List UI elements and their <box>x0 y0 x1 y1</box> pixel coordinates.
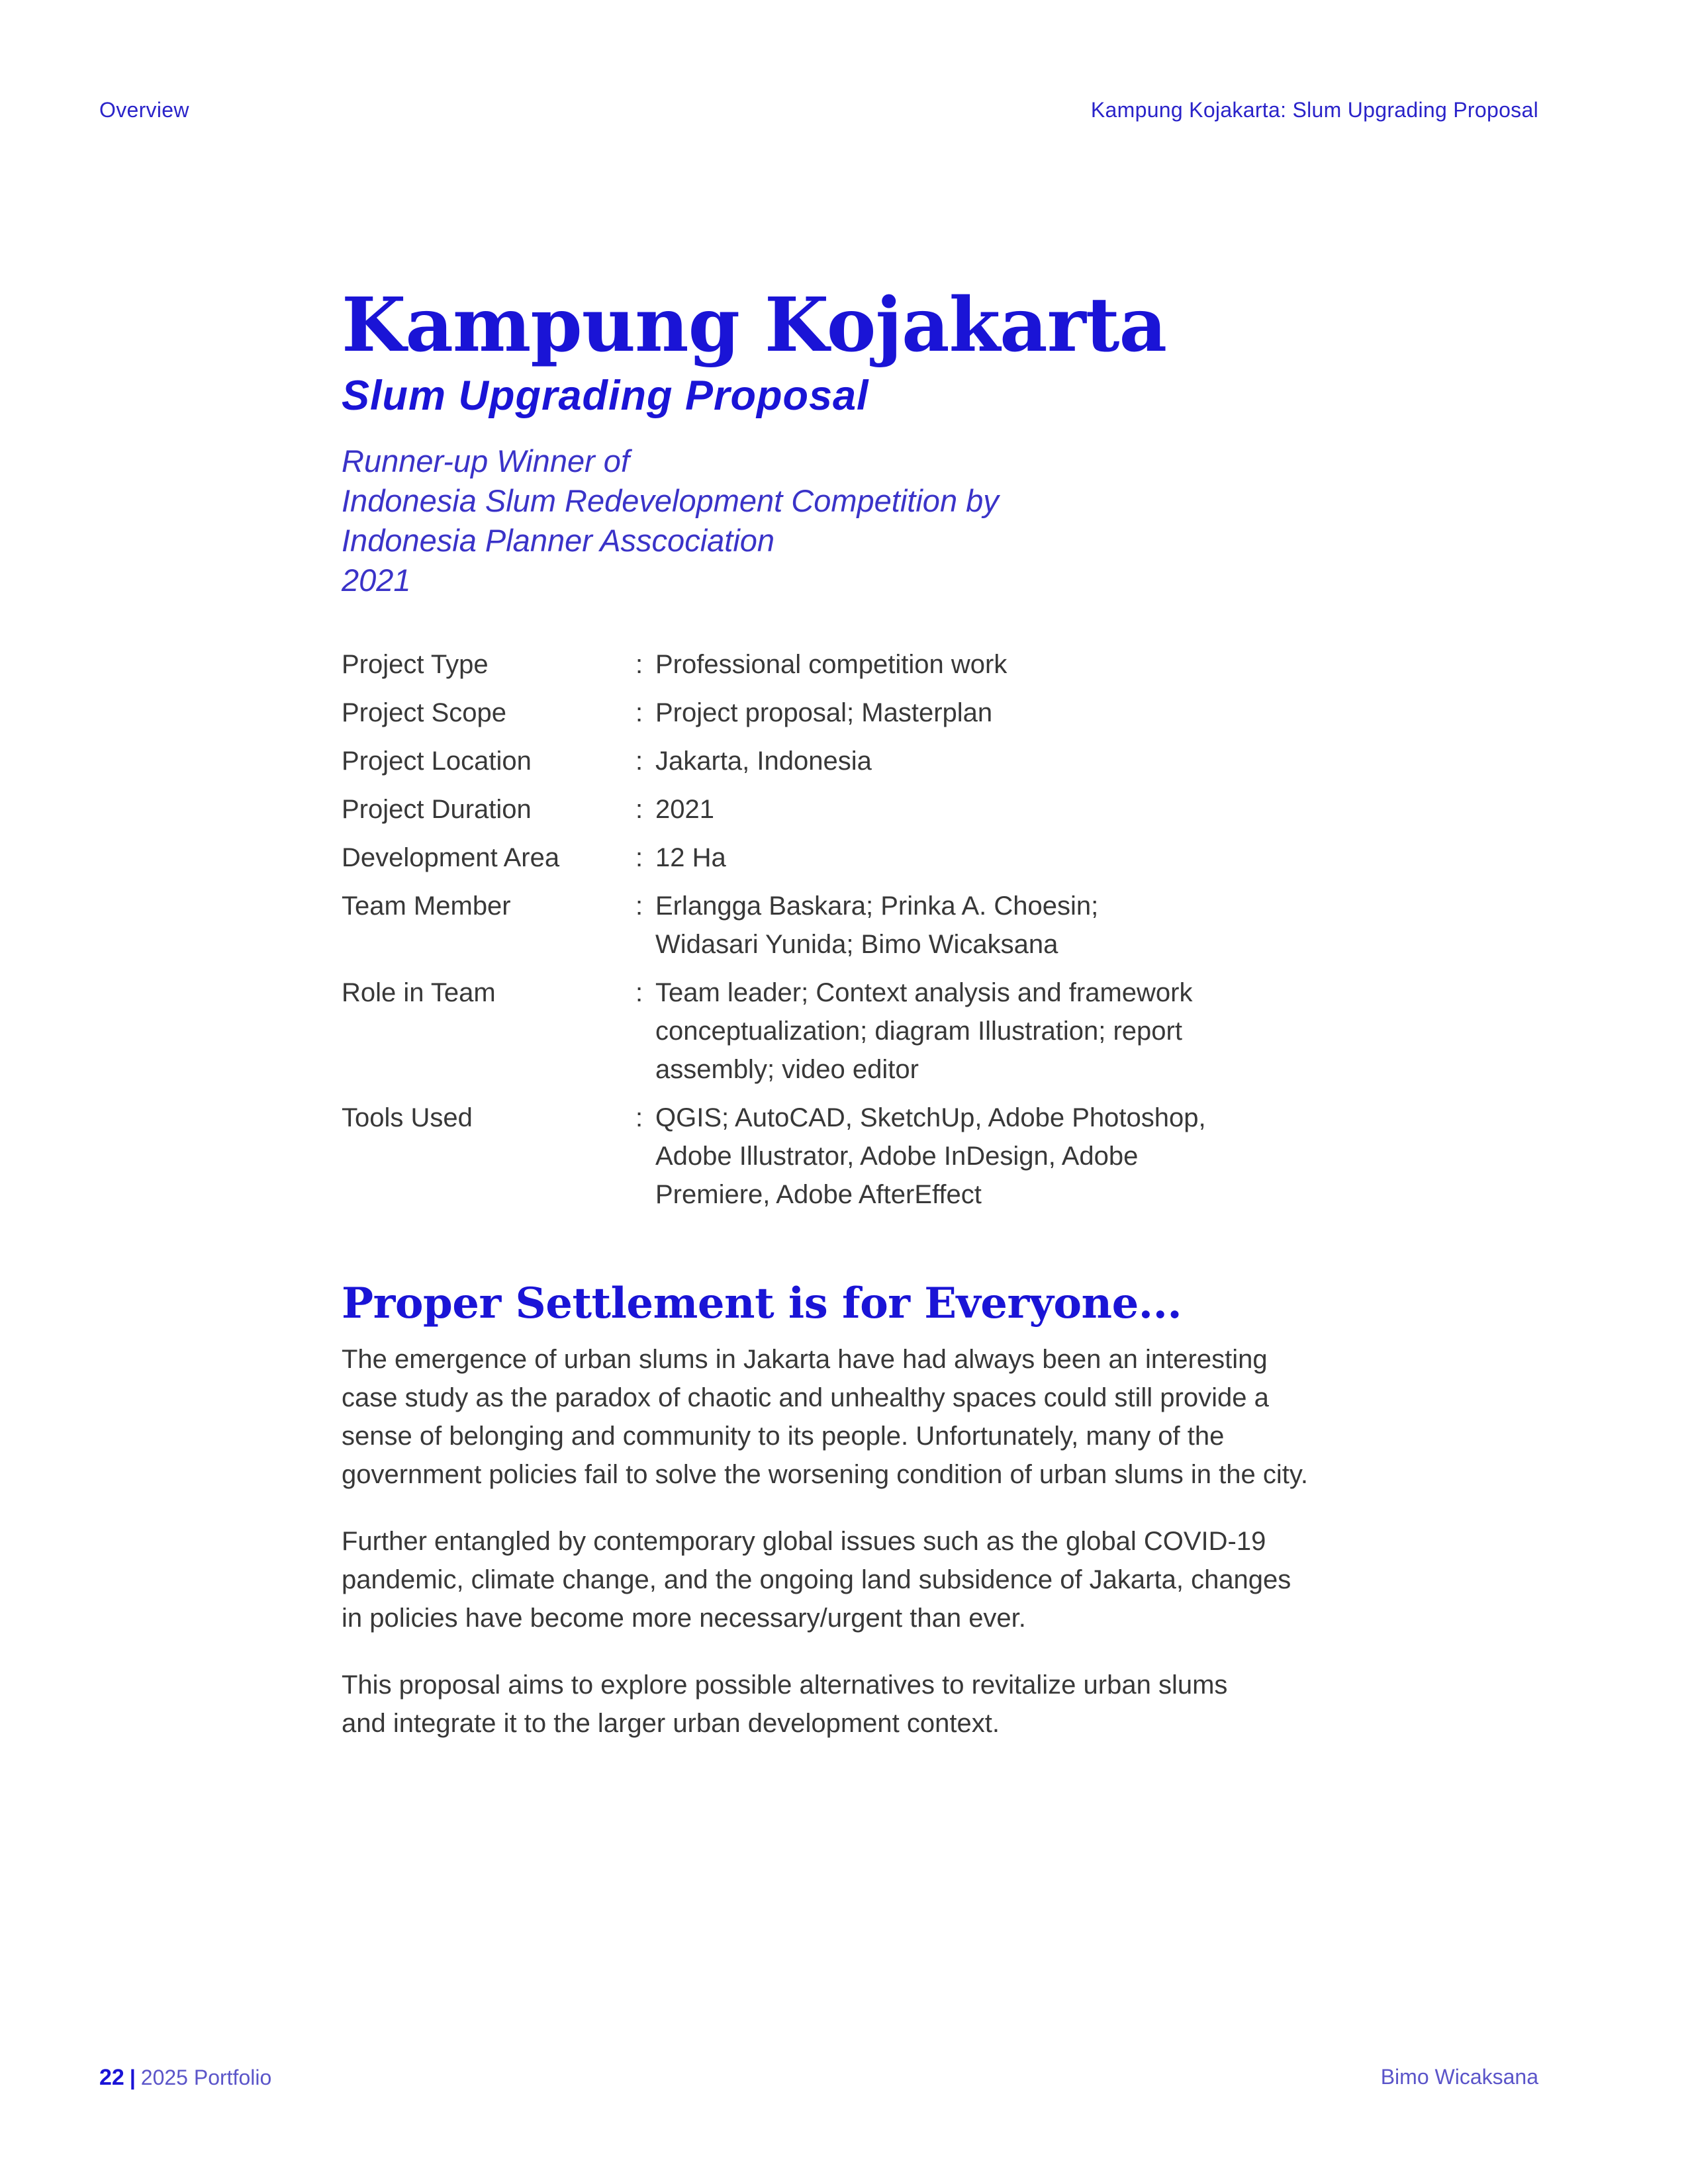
running-header-title: Kampung Kojakarta: Slum Upgrading Proposal <box>1090 98 1538 122</box>
detail-row <box>342 1099 1374 1214</box>
detail-row <box>342 887 1374 964</box>
detail-label: Tools Used <box>342 1103 473 1132</box>
detail-row <box>342 790 1374 829</box>
award-line: Indonesia Planner Asscociation <box>342 522 775 558</box>
page-content <box>342 282 1374 1769</box>
award-text <box>342 441 1374 600</box>
detail-value: QGIS; AutoCAD, SketchUp, Adobe Photoshop, Adobe Illustrator, Adobe InDesign, Adobe Premiere, Adobe AfterEffect <box>655 1103 1206 1209</box>
award-line: Runner-up Winner of <box>342 443 630 478</box>
detail-separator: : <box>635 794 643 824</box>
body-paragraph: Further entangled by contemporary global issues such as the global COVID-19 pandemic, climate change, and the ongoing land subsidence of Jakarta, changes in policies have become more necessary/urgent than ever. <box>342 1526 1291 1633</box>
running-header-section: Overview <box>99 98 189 122</box>
detail-separator: : <box>635 698 643 727</box>
detail-separator: : <box>635 649 643 679</box>
detail-value: 12 Ha <box>655 842 726 872</box>
detail-row <box>342 974 1374 1089</box>
footer-page-info <box>99 2065 271 2091</box>
page-subtitle: Slum Upgrading Proposal <box>342 373 869 420</box>
page-number: 22 <box>99 2065 124 2090</box>
award-line: Indonesia Slum Redevelopment Competition by <box>342 482 999 518</box>
footer-portfolio-label: 2025 Portfolio <box>140 2066 272 2089</box>
detail-separator: : <box>635 891 643 921</box>
detail-value: Erlangga Baskara; Prinka A. Choesin; Widasari Yunida; Bimo Wicaksana <box>655 891 1099 959</box>
footer-author: Bimo Wicaksana <box>1380 2065 1538 2089</box>
detail-separator: : <box>635 1103 643 1132</box>
detail-value: Jakarta, Indonesia <box>655 746 872 776</box>
body-paragraph: This proposal aims to explore possible alternatives to revitalize urban slums and integrate it to the larger urban development context. <box>342 1670 1228 1738</box>
page-title: Kampung Kojakarta <box>342 282 1167 369</box>
detail-value: 2021 <box>655 794 714 824</box>
award-line: 2021 <box>342 562 411 598</box>
detail-value: Team leader; Context analysis and framework conceptualization; diagram Illustration; report assembly; video editor <box>655 978 1193 1084</box>
detail-label: Project Duration <box>342 794 532 824</box>
detail-separator: : <box>635 978 643 1007</box>
detail-label: Project Location <box>342 746 532 776</box>
detail-label: Team Member <box>342 891 511 921</box>
project-details <box>342 645 1374 1214</box>
detail-value: Professional competition work <box>655 649 1008 679</box>
section-heading: Proper Settlement is for Everyone... <box>342 1278 1182 1328</box>
body-paragraph: The emergence of urban slums in Jakarta have had always been an interesting case study as the paradox of chaotic and unhealthy spaces could still provide a sense of belonging and community to its people. Unfortunately, many of the government policies fail to solve the worsening condition of urban slums in the city. <box>342 1344 1309 1489</box>
detail-label: Project Scope <box>342 698 507 727</box>
detail-value: Project proposal; Masterplan <box>655 698 993 727</box>
detail-row <box>342 742 1374 780</box>
detail-row <box>342 645 1374 684</box>
detail-label: Role in Team <box>342 978 496 1007</box>
detail-row <box>342 839 1374 877</box>
detail-label: Project Type <box>342 649 489 679</box>
detail-row <box>342 694 1374 732</box>
detail-label: Development Area <box>342 842 560 872</box>
footer-separator: | <box>129 2066 136 2089</box>
detail-separator: : <box>635 842 643 872</box>
detail-separator: : <box>635 746 643 776</box>
